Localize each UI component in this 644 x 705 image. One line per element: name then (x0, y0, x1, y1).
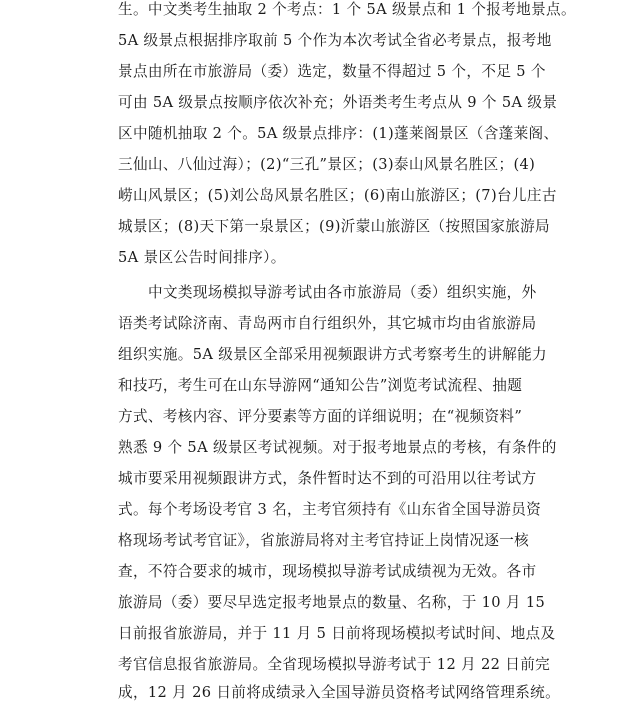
text-line: 生。中文类考生抽取 2 个考点：1 个 5A 级景点和 1 个报考地景点。 (118, 1, 576, 18)
text-line: 语类考试除济南、青岛两市自行组织外，其它城市均由省旅游局 (118, 315, 537, 332)
text-line: 熟悉 9 个 5A 级景区考试视频。对于报考地景点的考核，有条件的 (118, 439, 557, 456)
text-line: 崂山风景区；(5)刘公岛风景名胜区；(6)南山旅游区；(7)台儿庄古 (118, 187, 557, 204)
text-line: 城景区；(8)天下第一泉景区；(9)沂蒙山旅游区（按照国家旅游局 (118, 218, 550, 235)
text-line: 格现场考试考官证》，省旅游局将对主考官持证上岗情况逐一核 (118, 532, 530, 549)
text-line: 三仙山、八仙过海）；(2)“三孔”景区；(3)泰山风景名胜区；(4) (118, 156, 536, 173)
text-line: 组织实施。5A 级景区全部采用视频跟讲方式考察考生的讲解能力 (118, 346, 547, 363)
text-line: 景点由所在市旅游局（委）选定，数量不得超过 5 个，不足 5 个 (118, 63, 546, 80)
text-line: 5A 景区公告时间排序）。 (118, 249, 286, 266)
text-line: 可由 5A 级景点按顺序依次补充；外语类考生考点从 9 个 5A 级景 (118, 94, 558, 111)
paragraph-start-line: 中文类现场模拟导游考试由各市旅游局（委）组织实施，外 (148, 284, 537, 301)
text-line: 旅游局（委）要尽早选定报考地景点的数量、名称，于 10 月 15 (118, 594, 546, 611)
text-line: 区中随机抽取 2 个。5A 级景点排序：(1)蓬莱阁景区（含蓬莱阁、 (118, 125, 559, 142)
text-line: 和技巧，考生可在山东导游网“通知公告”浏览考试流程、抽题 (118, 377, 523, 394)
text-line: 成，12 月 26 日前将成绩录入全国导游员资格考试网络管理系统。 (118, 684, 561, 701)
text-line: 式。每个考场设考官 3 名，主考官须持有《山东省全国导游员资 (118, 501, 542, 518)
text-line: 城市要采用视频跟讲方式，条件暂时达不到的可沿用以往考试方 (118, 470, 537, 487)
text-line: 查，不符合要求的城市，现场模拟导游考试成绩视为无效。各市 (118, 563, 537, 580)
text-line: 方式、考核内容、评分要素等方面的详细说明；在“视频资料” (118, 408, 523, 425)
text-line: 考官信息报省旅游局。全省现场模拟导游考试于 12 月 22 日前完 (118, 656, 551, 673)
text-line: 日前报省旅游局，并于 11 月 5 日前将现场模拟考试时间、地点及 (118, 625, 556, 642)
text-line: 5A 级景点根据排序取前 5 个作为本次考试全省必考景点，报考地 (118, 32, 552, 49)
